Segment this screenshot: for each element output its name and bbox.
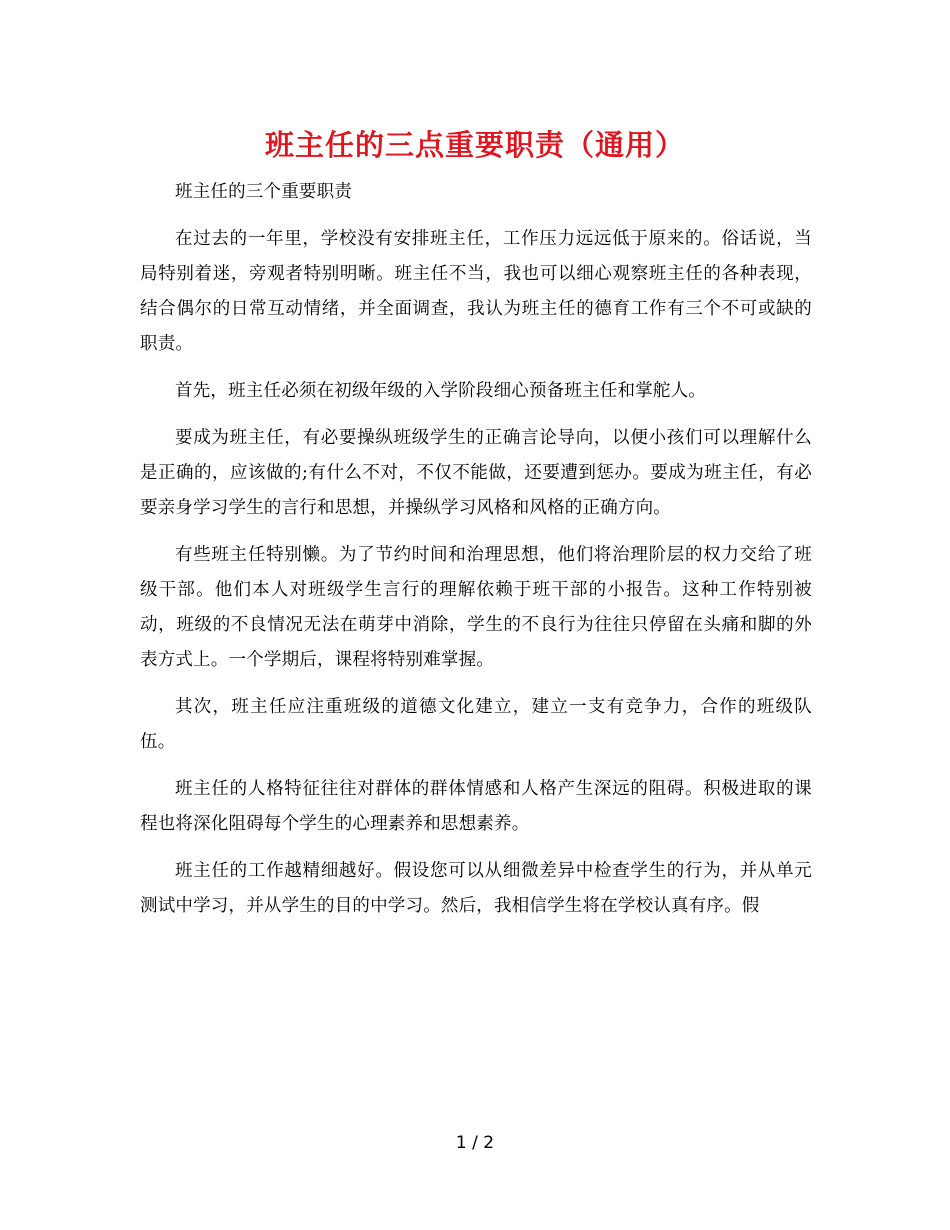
paragraph: 首先，班主任必须在初级年级的入学阶段细心预备班主任和掌舵人。	[175, 381, 706, 401]
paragraph: 有些班主任特别懒。为了节约时间和治理思想，他们将治理阶层的权力交给了班级干部。他们本人对班级学生言行的理解依赖于班干部的小报告。这种工作特别被动，班级的不良情况无法在萌芽中消除，学生的不良行为往往只停留在头痛和脚的外表方式上。一个学期后，课程将特别难掌握。	[140, 545, 812, 670]
paragraph: 班主任的人格特征往往对群体的群体情感和人格产生深远的阻碍。积极进取的课程也将深化阻碍每个学生的心理素养和思想素养。	[140, 779, 812, 834]
document-body	[140, 175, 812, 936]
paragraph: 在过去的一年里，学校没有安排班主任，工作压力远远低于原来的。俗话说，当局特别着迷，旁观者特别明晰。班主任不当，我也可以细心观察班主任的各种表现，结合偶尔的日常互动情绪，并全面调查，我认为班主任的德育工作有三个不可或缺的职责。	[140, 229, 812, 354]
paragraph: 其次，班主任应注重班级的道德文化建立，建立一支有竞争力，合作的班级队伍。	[140, 697, 812, 752]
paragraph-subtitle: 班主任的三个重要职责	[175, 182, 352, 202]
paragraph: 班主任的工作越精细越好。假设您可以从细微差异中检查学生的行为，并从单元测试中学习，并从学生的目的中学习。然后，我相信学生将在学校认真有序。假	[140, 861, 812, 916]
paragraph: 要成为班主任，有必要操纵班级学生的正确言论导向，以便小孩们可以理解什么是正确的，应该做的;有什么不对，不仅不能做，还要遭到惩办。要成为班主任，有必要亲身学习学生的言行和思想，并操纵学习风格和风格的正确方向。	[140, 428, 812, 518]
page-number: 1 / 2	[455, 1133, 495, 1153]
page-title: 班主任的三点重要职责（通用）	[264, 128, 685, 162]
